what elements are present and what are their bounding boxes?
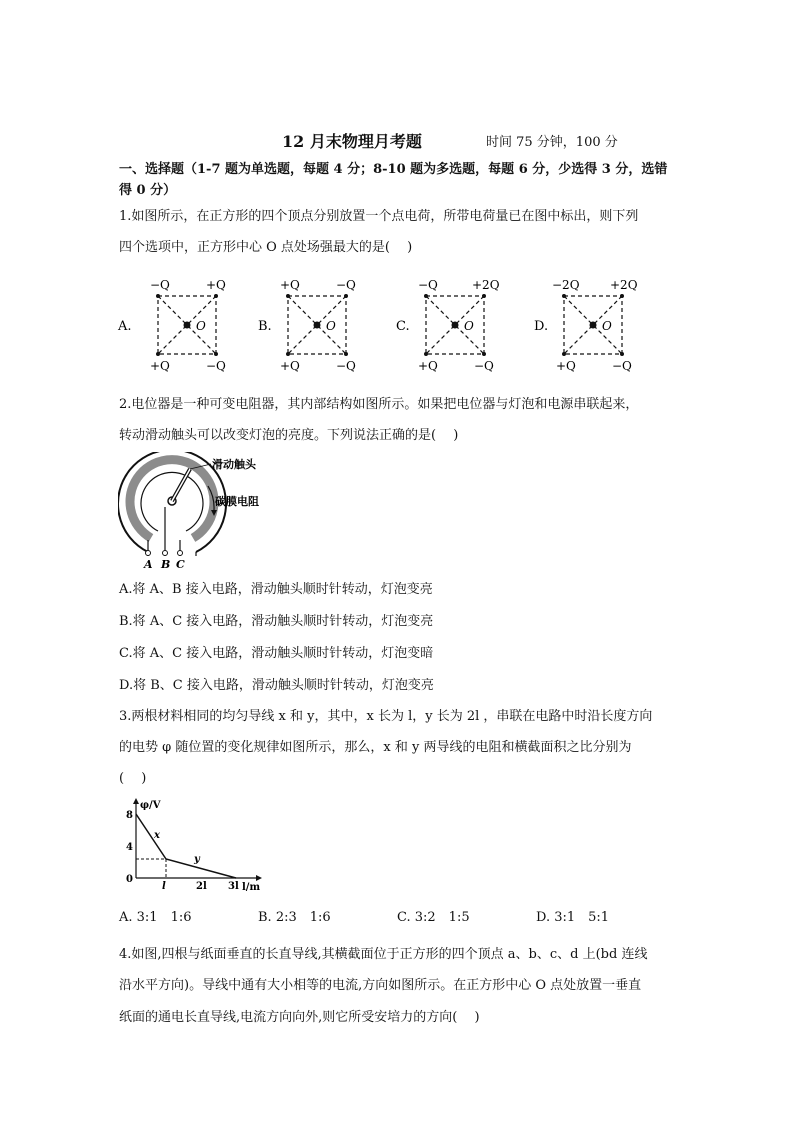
q1-option-c-charge-tr: +2Q [472, 278, 500, 292]
q2-option-b[interactable]: B.将 A、C 接入电路，滑动触头顺时针转动，灯泡变亮 [119, 614, 434, 629]
q1-option-b-charge-tl: +Q [280, 278, 300, 292]
q3-ytick-0: 0 [126, 874, 133, 885]
q2-potentiometer-figure [118, 452, 278, 572]
q3-potential-line [136, 814, 236, 878]
q1-option-a-center-dot [184, 322, 191, 329]
q1-option-a-charge-tl: −Q [150, 278, 170, 292]
q3-option-c[interactable]: C. 3:2 1:5 [397, 910, 470, 925]
q3-x-label: l/m [242, 882, 261, 893]
q1-stem-line1: 1.如图所示，在正方形的四个顶点分别放置一个点电荷，所带电荷量已在图中标出，则下列 [119, 209, 639, 224]
exam-time-info: 时间 75 分钟，100 分 [486, 135, 618, 150]
q2-option-d[interactable]: D.将 B、C 接入电路，滑动触头顺时针转动，灯泡变亮 [119, 678, 434, 693]
section-heading-line1: 一、选择题（1-7 题为单选题，每题 4 分；8-10 题为多选题，每题 6 分，少选得 3 分，选错 [119, 162, 668, 177]
q2-option-c[interactable]: C.将 A、C 接入电路，滑动触头顺时针转动，灯泡变暗 [119, 646, 434, 661]
q2-stem-line2: 转动滑动触头可以改变灯泡的亮度。下列说法正确的是( ) [119, 428, 459, 443]
q3-ytick-8: 8 [126, 810, 133, 821]
q1-option-a-label: A. [118, 319, 132, 334]
q1-option-a-charge-bl: +Q [150, 359, 170, 373]
q3-segment-y-label: y [194, 854, 200, 865]
q3-stem-line2: 的电势 φ 随位置的变化规律如图所示，那么，x 和 y 两导线的电阻和横截面积之比分别为 [119, 740, 632, 755]
q1-option-a-charge-br: −Q [206, 359, 226, 373]
q1-option-b-label: B. [258, 319, 272, 334]
q1-option-b[interactable] [258, 278, 356, 373]
page-title: 12 月末物理月考题 [282, 132, 422, 151]
q2-terminal-b: B [161, 558, 171, 571]
q1-option-c-center-label: O [464, 319, 474, 333]
q3-segment-x-label: x [154, 830, 160, 841]
q2-terminal-c: C [176, 558, 185, 571]
q1-stem-line2: 四个选项中，正方形中心 O 点处场强最大的是( ) [119, 240, 413, 255]
q1-options-figure [112, 270, 672, 380]
q3-xtick-2l: 2l [196, 881, 207, 892]
q3-option-b[interactable]: B. 2:3 1:6 [258, 910, 331, 925]
q1-option-c[interactable] [396, 278, 500, 373]
q3-stem-line1: 3.两根材料相同的均匀导线 x 和 y，其中，x 长为 l，y 长为 2l ，串联在电路中时沿长度方向 [119, 709, 653, 724]
q1-option-c-charge-bl: +Q [418, 359, 438, 373]
q1-option-c-charge-tl: −Q [418, 278, 438, 292]
q1-option-b-charge-bl: +Q [280, 359, 300, 373]
q4-stem-line2: 沿水平方向)。导线中通有大小相等的电流,方向如图所示。在正方形中心 O 点处放置一垂直 [119, 978, 642, 993]
q3-option-a[interactable]: A. 3:1 1:6 [119, 910, 192, 925]
q1-option-d-charge-bl: +Q [556, 359, 576, 373]
q3-ytick-4: 4 [126, 842, 133, 853]
q3-option-d[interactable]: D. 3:1 5:1 [536, 910, 610, 925]
q3-y-label: φ/V [140, 800, 161, 811]
q1-option-d-center-label: O [602, 319, 612, 333]
q1-option-d[interactable] [534, 278, 638, 373]
q1-option-d-center-dot [590, 322, 597, 329]
q3-stem-line3: ( ) [119, 771, 147, 786]
q1-option-c-charge-br: −Q [474, 359, 494, 373]
q3-xtick-l: l [162, 881, 166, 892]
q1-option-c-label: C. [396, 319, 410, 334]
q3-potential-graph [118, 796, 268, 896]
q1-option-a-charge-tr: +Q [206, 278, 226, 292]
q1-option-d-charge-tr: +2Q [610, 278, 638, 292]
q2-option-a[interactable]: A.将 A、B 接入电路，滑动触头顺时针转动，灯泡变亮 [119, 582, 433, 597]
section-heading-line2: 得 0 分） [119, 183, 177, 198]
q4-stem-line1: 4.如图,四根与纸面垂直的长直导线,其横截面位于正方形的四个顶点 a、b、c、d 上(bd 连线 [119, 947, 648, 962]
q1-option-a-center-label: O [196, 319, 206, 333]
q2-stem-line1: 2.电位器是一种可变电阻器，其内部结构如图所示。如果把电位器与灯泡和电源串联起来， [119, 397, 639, 412]
q1-option-d-label: D. [534, 319, 549, 334]
q1-option-a[interactable] [117, 278, 226, 373]
q1-option-d-charge-br: −Q [612, 359, 632, 373]
q2-terminal-a: A [144, 558, 153, 571]
q4-stem-line3: 纸面的通电长直导线,电流方向向外,则它所受安培力的方向( ) [119, 1010, 480, 1025]
q2-slider-label: 滑动触头 [212, 458, 256, 471]
q1-option-b-charge-tr: −Q [336, 278, 356, 292]
q1-option-b-center-label: O [326, 319, 336, 333]
q2-film-label: 碳膜电阻 [215, 495, 259, 508]
q3-xtick-3l: 3l [228, 881, 239, 892]
q1-option-c-center-dot [452, 322, 459, 329]
q1-option-b-charge-br: −Q [336, 359, 356, 373]
q1-option-b-center-dot [314, 322, 321, 329]
q1-option-d-charge-tl: −2Q [552, 278, 580, 292]
